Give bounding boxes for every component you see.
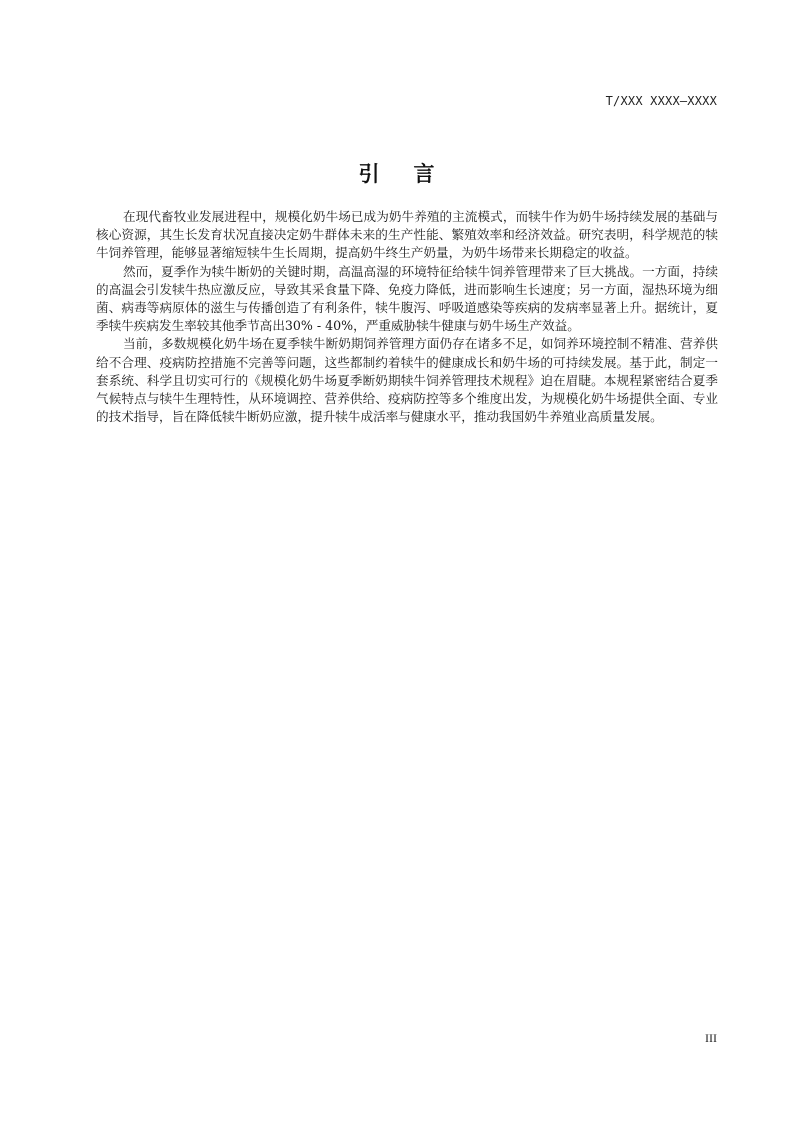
page-number: III bbox=[705, 1031, 717, 1045]
page-title-char-1: 引 bbox=[358, 162, 380, 186]
paragraph-1: 在现代畜牧业发展进程中，规模化奶牛场已成为奶牛养殖的主流模式，而犊牛作为奶牛场持续发展的基础与核心资源，其生长发育状况直接决定奶牛群体未来的生产性能、繁殖效率和经济效益。研究表明，科学规范的犊牛饲养管理，能够显著缩短犊牛生长周期，提高奶牛终生产奶量，为奶牛场带来长期稳定的收益。 bbox=[96, 209, 718, 261]
introduction-body bbox=[96, 208, 718, 426]
paragraph-2: 然而，夏季作为犊牛断奶的关键时期，高温高湿的环境特征给犊牛饲养管理带来了巨大挑战。一方面，持续的高温会引发犊牛热应激反应，导致其采食量下降、免疫力降低，进而影响生长速度；另一方面，湿热环境为细菌、病毒等病原体的滋生与传播创造了有利条件，犊牛腹泻、呼吸道感染等疾病的发病率显著上升。据统计，夏季犊牛疾病发生率较其他季节高出30% - 40%，严重威胁犊牛健康与奶牛场生产效益。 bbox=[96, 263, 718, 334]
page-title bbox=[0, 158, 793, 188]
document-code: T/XXX XXXX—XXXX bbox=[605, 94, 717, 108]
paragraph-3: 当前，多数规模化奶牛场在夏季犊牛断奶期饲养管理方面仍存在诸多不足，如饲养环境控制不精准、营养供给不合理、疫病防控措施不完善等问题，这些都制约着犊牛的健康成长和奶牛场的可持续发展。基于此，制定一套系统、科学且切实可行的《规模化奶牛场夏季断奶期犊牛饲养管理技术规程》迫在眉睫。本规程紧密结合夏季气候特点与犊牛生理特性，从环境调控、营养供给、疫病防控等多个维度出发，为规模化奶牛场提供全面、专业的技术指导，旨在降低犊牛断奶应激，提升犊牛成活率与健康水平，推动我国奶牛养殖业高质量发展。 bbox=[96, 336, 718, 425]
page-title-char-2: 言 bbox=[413, 162, 435, 186]
